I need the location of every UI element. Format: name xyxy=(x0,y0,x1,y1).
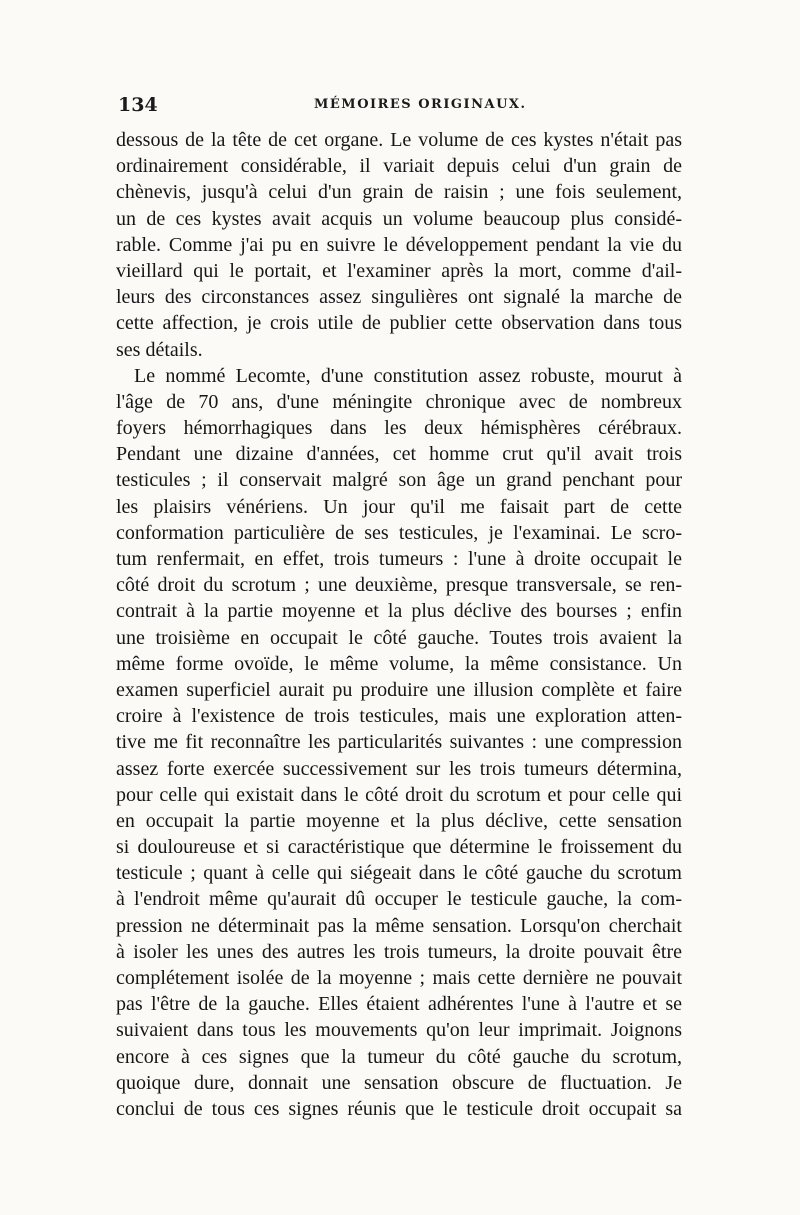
text-line: chènevis, jusqu'à celui d'un grain de raisin ; une fois seulement, xyxy=(116,181,682,204)
text-line: ses détails. xyxy=(116,338,203,361)
text-line: tive me fit reconnaître les particularités suivantes : une compression xyxy=(116,731,682,754)
text-line: croire à l'existence de trois testicules, mais une exploration atten- xyxy=(116,705,682,728)
text-line: même forme ovoïde, le même volume, la même consistance. Un xyxy=(116,652,682,675)
paragraph-1 xyxy=(116,127,682,363)
text-line: conclui de tous ces signes réunis que le testicule droit occupait sa xyxy=(116,1097,682,1120)
text-line: à l'endroit même qu'aurait dû occuper le testicule gauche, la com- xyxy=(116,888,682,911)
text-line: côté droit du scrotum ; une deuxième, presque transversale, se ren- xyxy=(116,574,682,597)
text-line: contrait à la partie moyenne et la plus déclive des bourses ; enfin xyxy=(116,600,682,623)
text-line: testicules ; il conservait malgré son âge un grand penchant pour xyxy=(116,469,682,492)
text-line: rable. Comme j'ai pu en suivre le développement pendant la vie du xyxy=(116,233,682,256)
running-head: MÉMOIRES ORIGINAUX. xyxy=(314,97,527,112)
text-line: foyers hémorrhagiques dans les deux hémisphères cérébraux. xyxy=(116,417,682,440)
page-header xyxy=(118,94,678,120)
text-line: tum renfermait, en effet, trois tumeurs : l'une à droite occupait le xyxy=(116,548,682,570)
text-line: complétement isolée de la moyenne ; mais cette dernière ne pouvait xyxy=(116,967,682,989)
text-line: à isoler les unes des autres les trois tumeurs, la droite pouvait être xyxy=(116,940,682,963)
text-line: un de ces kystes avait acquis un volume beaucoup plus considé- xyxy=(116,207,682,230)
text-line: cette affection, je crois utile de publier cette observation dans tous xyxy=(116,312,682,335)
text-line: testicule ; quant à celle qui siégeait dans le côté gauche du scrotum xyxy=(116,862,682,885)
text-line: suivaient dans tous les mouvements qu'on leur imprimait. Joignons xyxy=(116,1019,682,1042)
paragraph-2 xyxy=(116,363,682,1122)
text-line: examen superficiel aurait pu produire une illusion complète et faire xyxy=(116,678,682,701)
text-line: l'âge de 70 ans, d'une méningite chronique avec de nombreux xyxy=(116,390,682,413)
text-line: pression ne déterminait pas la même sensation. Lorsqu'on cherchait xyxy=(116,914,682,937)
text-line: en occupait la partie moyenne et la plus déclive, cette sensation xyxy=(116,809,682,832)
text-line: Pendant une dizaine d'années, cet homme crut qu'il avait trois xyxy=(116,443,682,466)
text-line: leurs des circonstances assez singulières ont signalé la marche de xyxy=(116,286,682,309)
text-line: une troisième en occupait le côté gauche. Toutes trois avaient la xyxy=(116,626,682,649)
text-line: conformation particulière de ses testicules, je l'examinai. Le scro- xyxy=(116,521,682,544)
text-line: ordinairement considérable, il variait depuis celui d'un grain de xyxy=(116,155,682,178)
text-line: dessous de la tête de cet organe. Le volume de ces kystes n'était pas xyxy=(116,129,682,151)
text-line: Le nommé Lecomte, d'une constitution assez robuste, mourut à xyxy=(134,364,682,387)
text-line: encore à ces signes que la tumeur du côté gauche du scrotum, xyxy=(116,1045,682,1068)
text-line: vieillard qui le portait, et l'examiner après la mort, comme d'ail- xyxy=(116,259,682,282)
text-line: les plaisirs vénériens. Un jour qu'il me faisait part de cette xyxy=(116,495,682,518)
text-line: pas l'être de la gauche. Elles étaient adhérentes l'une à l'autre et se xyxy=(116,993,682,1016)
body-text xyxy=(116,127,682,1122)
text-line: quoique dure, donnait une sensation obscure de fluctuation. Je xyxy=(116,1071,682,1094)
text-line: si douloureuse et si caractéristique que détermine le froissement du xyxy=(116,836,682,859)
page-number: 134 xyxy=(118,94,158,116)
text-line: assez forte exercée successivement sur les trois tumeurs détermina, xyxy=(116,757,682,780)
text-line: pour celle qui existait dans le côté droit du scrotum et pour celle qui xyxy=(116,783,682,806)
